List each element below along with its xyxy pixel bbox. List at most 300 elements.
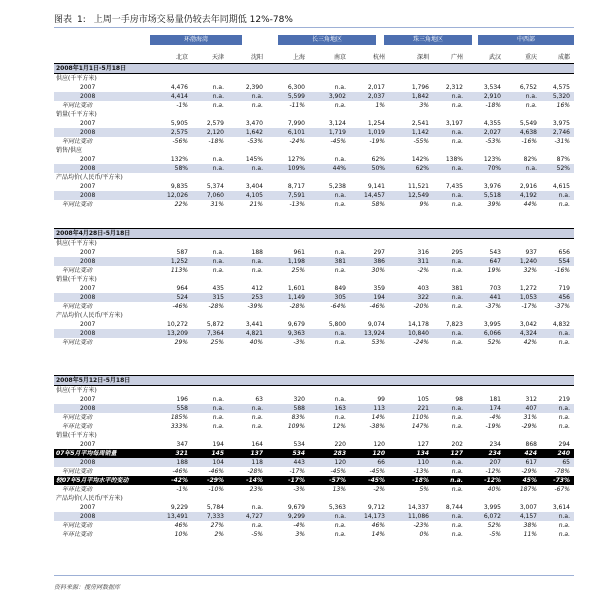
region-header-bohai: 环渤海湾 (150, 35, 242, 45)
cell-value: 31% (523, 414, 537, 421)
cell-value: 617 (525, 459, 537, 466)
cell-value: 359 (373, 285, 385, 292)
cell-value: 12,549 (408, 192, 429, 199)
cell-value: 127% (287, 156, 305, 163)
cell-value: 12,026 (167, 192, 188, 199)
cell-value: 46% (174, 522, 188, 529)
cell-value: 3,197 (445, 120, 463, 127)
cell-value: n.a. (251, 504, 263, 511)
cell-value: 321 (175, 450, 188, 457)
cell-value: 5,320 (552, 93, 570, 100)
cell-value: 8,744 (445, 504, 463, 511)
cell-value: 656 (558, 249, 570, 256)
cell-value: n.a. (251, 258, 263, 265)
region-header-pearl: 珠三角地区 (384, 35, 472, 45)
city-header: 深圳 (416, 54, 429, 61)
cell-value: n.a. (451, 405, 463, 412)
cell-value: -16% (554, 267, 570, 274)
cell-value: 961 (293, 249, 305, 256)
cell-value: 4,832 (552, 321, 570, 328)
cell-value: 2,910 (483, 93, 501, 100)
cell-value: -46% (208, 468, 224, 475)
block-header (54, 229, 574, 239)
cell-value: 3,441 (245, 321, 263, 328)
cell-value: 3,124 (328, 120, 346, 127)
cell-value: n.a. (212, 156, 224, 163)
cell-value: -16% (521, 138, 537, 145)
cell-value: 70% (487, 165, 501, 172)
cell-value: 40% (487, 486, 501, 493)
row-label: 产品均价(人民币/平方米) (56, 495, 123, 502)
cell-value: 4,324 (519, 330, 537, 337)
cell-value: 8,717 (287, 183, 305, 190)
cell-value: 7,823 (445, 321, 463, 328)
cell-value: -4% (489, 414, 501, 421)
cell-value: 145 (211, 450, 224, 457)
cell-value: 10,840 (408, 330, 429, 337)
cell-value: 23% (249, 486, 263, 493)
row-label: 年同比变动 (62, 201, 93, 208)
cell-value: -11% (289, 102, 305, 109)
cell-value: 13,209 (167, 330, 188, 337)
cell-value: -24% (413, 339, 429, 346)
cell-value: 4,821 (245, 330, 263, 337)
cell-value: 315 (212, 294, 224, 301)
city-header-row (54, 52, 574, 62)
cell-value: 42% (523, 339, 537, 346)
row-label: 销量(千平方米) (56, 276, 97, 283)
cell-value: 13,491 (167, 513, 188, 520)
block-ytd (54, 63, 574, 209)
cell-value: 87% (556, 156, 570, 163)
cell-value: -37% (485, 303, 501, 310)
cell-value: n.a. (334, 396, 346, 403)
cell-value: n.a. (212, 414, 224, 421)
cell-value: 14,178 (408, 321, 429, 328)
cell-value: n.a. (451, 414, 463, 421)
cell-value: 127 (417, 441, 429, 448)
cell-value: -31% (554, 138, 570, 145)
table-row (54, 458, 574, 467)
cell-value: 3,614 (552, 504, 570, 511)
cell-value: 147% (411, 423, 429, 430)
cell-value: 1,149 (287, 294, 305, 301)
table-row (54, 512, 574, 521)
cell-value: 5% (419, 486, 429, 493)
cell-value: n.a. (451, 192, 463, 199)
cell-value: 62% (371, 156, 385, 163)
cell-value: -3% (293, 486, 305, 493)
cell-value: -73% (553, 477, 570, 484)
cell-value: 2,312 (445, 84, 463, 91)
cell-value: 3,007 (519, 504, 537, 511)
cell-value: 196 (176, 396, 188, 403)
cell-value: 11,086 (408, 513, 429, 520)
cell-value: 964 (176, 285, 188, 292)
cell-value: 181 (489, 396, 501, 403)
section-label-row (54, 386, 574, 395)
cell-value: n.a. (558, 330, 570, 337)
cell-value: -18% (412, 477, 429, 484)
cell-value: n.a. (451, 531, 463, 538)
row-label: 07年5月平均每周销量 (56, 450, 117, 457)
cell-value: n.a. (525, 93, 537, 100)
row-label: 年同比变动 (62, 267, 93, 274)
cell-value: 29% (174, 339, 188, 346)
row-label: 2008 (80, 129, 96, 136)
cell-value: n.a. (451, 339, 463, 346)
row-label: 2007 (80, 441, 96, 448)
table-row (54, 293, 574, 302)
cell-value: 10,272 (167, 321, 188, 328)
cell-value: 5,238 (328, 183, 346, 190)
cell-value: n.a. (558, 339, 570, 346)
cell-value: 221 (417, 405, 429, 412)
cell-value: 7,435 (445, 183, 463, 190)
cell-value: 14,457 (364, 192, 385, 199)
cell-value: 253 (251, 294, 263, 301)
cell-value: 1,842 (411, 93, 429, 100)
highlight-row (54, 476, 574, 485)
cell-value: 9,141 (367, 183, 385, 190)
change-row (54, 413, 574, 422)
cell-value: n.a. (334, 201, 346, 208)
change-row (54, 530, 574, 539)
cell-value: 132% (170, 156, 188, 163)
section-label-row (54, 431, 574, 440)
cell-value: -46% (172, 468, 188, 475)
cell-value: 52% (487, 339, 501, 346)
cell-value: -13% (289, 201, 305, 208)
title-prefix: 图表 (54, 15, 73, 25)
cell-value: 185% (170, 414, 188, 421)
row-label: 供应(千平方米) (56, 75, 97, 82)
cell-value: n.a. (451, 267, 463, 274)
table-row (54, 440, 574, 449)
cell-value: 38% (523, 522, 537, 529)
cell-value: 305 (334, 294, 346, 301)
cell-value: 32% (523, 267, 537, 274)
cell-value: n.a. (451, 303, 463, 310)
cell-value: 220 (334, 441, 346, 448)
cell-value: -46% (172, 303, 188, 310)
cell-value: n.a. (334, 414, 346, 421)
row-label: 销售/供应 (56, 147, 83, 154)
cell-value: -64% (330, 303, 346, 310)
cell-value: 234 (489, 441, 501, 448)
cell-value: 194 (373, 294, 385, 301)
cell-value: 4,575 (552, 84, 570, 91)
cell-value: 3,902 (328, 93, 346, 100)
cell-value: 105 (417, 396, 429, 403)
cell-value: -23% (413, 522, 429, 529)
cell-value: 1% (375, 102, 385, 109)
chart-title (54, 12, 293, 25)
cell-value: n.a. (251, 414, 263, 421)
cell-value: 297 (373, 249, 385, 256)
cell-value: n.a. (558, 201, 570, 208)
table-row (54, 320, 574, 329)
cell-value: 4,157 (519, 513, 537, 520)
cell-value: 2,037 (367, 93, 385, 100)
cell-value: 386 (373, 258, 385, 265)
cell-value: 202 (451, 441, 463, 448)
title-text: 上周一手房市场交易量仍较去年同期低 12%-78% (93, 15, 293, 25)
cell-value: 2,916 (519, 183, 537, 190)
cell-value: n.a. (451, 258, 463, 265)
cell-value: 9,299 (287, 513, 305, 520)
highlight-row (54, 449, 574, 458)
cell-value: 109% (287, 165, 305, 172)
cell-value: -5% (251, 531, 263, 538)
cell-value: -57% (329, 477, 346, 484)
cell-value: -45% (368, 477, 385, 484)
cell-value: 424 (524, 450, 537, 457)
row-label: 年同比变动 (62, 522, 93, 529)
cell-value: 2,579 (206, 120, 224, 127)
cell-value: -45% (330, 138, 346, 145)
table-row (54, 155, 574, 164)
cell-value: 703 (489, 285, 501, 292)
cell-value: 381 (334, 258, 346, 265)
cell-value: n.a. (334, 102, 346, 109)
row-label: 销量(千平方米) (56, 432, 97, 439)
cell-value: 30% (371, 267, 385, 274)
row-label: 2008 (80, 93, 96, 100)
cell-value: n.a. (451, 93, 463, 100)
cell-value: -5% (489, 531, 501, 538)
cell-value: 5,518 (483, 192, 501, 199)
cell-value: n.a. (334, 531, 346, 538)
cell-value: 1,601 (287, 285, 305, 292)
cell-value: -13% (413, 468, 429, 475)
cell-value: 7,364 (206, 330, 224, 337)
row-label: 2008 (80, 459, 96, 466)
cell-value: -67% (554, 486, 570, 493)
cell-value: 1,642 (245, 129, 263, 136)
cell-value: 2,541 (411, 120, 429, 127)
row-label: 产品均价(人民币/平方米) (56, 312, 123, 319)
cell-value: 188 (176, 459, 188, 466)
cell-value: -1% (176, 102, 188, 109)
cell-value: 5,363 (328, 504, 346, 511)
cell-value: n.a. (451, 102, 463, 109)
cell-value: 39% (487, 201, 501, 208)
cell-value: 1,053 (519, 294, 537, 301)
change-row (54, 521, 574, 530)
cell-value: 6,066 (483, 330, 501, 337)
cell-value: n.a. (251, 267, 263, 274)
cell-value: 6,752 (519, 84, 537, 91)
cell-value: 5,872 (206, 321, 224, 328)
cell-value: 2,120 (206, 129, 224, 136)
cell-value: 194 (212, 441, 224, 448)
table-row (54, 128, 574, 137)
cell-value: 4,355 (483, 120, 501, 127)
cell-value: 9,074 (367, 321, 385, 328)
cell-value: -2% (373, 486, 385, 493)
cell-value: 6,072 (483, 513, 501, 520)
cell-value: 138% (445, 156, 463, 163)
cell-value: -19% (369, 138, 385, 145)
city-header: 杭州 (372, 54, 385, 61)
cell-value: 58% (371, 201, 385, 208)
table-row (54, 119, 574, 128)
cell-value: 12% (332, 423, 346, 430)
cell-value: -53% (247, 138, 263, 145)
cell-value: 137 (250, 450, 263, 457)
cell-value: 2,017 (367, 84, 385, 91)
cell-value: 312 (525, 396, 537, 403)
cell-value: n.a. (451, 165, 463, 172)
cell-value: -10% (208, 486, 224, 493)
table-row (54, 191, 574, 200)
cell-value: n.a. (212, 249, 224, 256)
cell-value: 163 (334, 405, 346, 412)
cell-value: 4,615 (552, 183, 570, 190)
cell-value: 5,905 (170, 120, 188, 127)
cell-value: n.a. (451, 138, 463, 145)
cell-value: 1,240 (519, 258, 537, 265)
cell-value: 25% (291, 267, 305, 274)
cell-value: 333% (170, 423, 188, 430)
cell-value: -56% (172, 138, 188, 145)
cell-value: 311 (417, 258, 429, 265)
table-row (54, 503, 574, 512)
cell-value: 134 (416, 450, 429, 457)
change-row (54, 422, 574, 431)
city-header: 武汉 (488, 54, 501, 61)
block-last-week (54, 375, 574, 539)
cell-value: 316 (417, 249, 429, 256)
cell-value: 27% (210, 522, 224, 529)
cell-value: 2,575 (170, 129, 188, 136)
cell-value: 9,835 (170, 183, 188, 190)
city-header: 沈阳 (250, 54, 263, 61)
cell-value: -18% (485, 102, 501, 109)
cell-value: 524 (176, 294, 188, 301)
cell-value: -17% (521, 303, 537, 310)
title-rule (54, 27, 574, 28)
row-label: 2008 (80, 258, 96, 265)
cell-value: 381 (451, 285, 463, 292)
cell-value: 3,404 (245, 183, 263, 190)
cell-value: -28% (247, 468, 263, 475)
cell-value: 6,300 (287, 84, 305, 91)
cell-value: 4,105 (245, 192, 263, 199)
cell-value: -3% (293, 339, 305, 346)
cell-value: n.a. (212, 93, 224, 100)
cell-value: n.a. (251, 93, 263, 100)
cell-value: 187% (519, 486, 537, 493)
cell-value: 118 (251, 459, 263, 466)
cell-value: -53% (485, 138, 501, 145)
cell-value: 44% (332, 165, 346, 172)
cell-value: 164 (251, 441, 263, 448)
cell-value: n.a. (212, 396, 224, 403)
cell-value: 403 (417, 285, 429, 292)
cell-value: 31% (210, 201, 224, 208)
table-row (54, 248, 574, 257)
table-row (54, 395, 574, 404)
row-label: 2008 (80, 192, 96, 199)
cell-value: 1,019 (367, 129, 385, 136)
cell-value: 554 (558, 258, 570, 265)
cell-value: n.a. (451, 294, 463, 301)
cell-value: 10% (174, 531, 188, 538)
row-label: 年同比变动 (62, 339, 93, 346)
cell-value: n.a. (212, 165, 224, 172)
cell-value: 4,192 (519, 192, 537, 199)
cell-value: n.a. (334, 339, 346, 346)
cell-value: n.a. (212, 102, 224, 109)
row-label: 2008 (80, 405, 96, 412)
cell-value: 104 (212, 459, 224, 466)
cell-value: -17% (288, 477, 305, 484)
cell-value: -1% (176, 486, 188, 493)
cell-value: 21% (249, 201, 263, 208)
cell-value: 558 (176, 405, 188, 412)
cell-value: n.a. (558, 513, 570, 520)
cell-value: 534 (292, 450, 305, 457)
cell-value: 25% (210, 339, 224, 346)
cell-value: 14,173 (364, 513, 385, 520)
cell-value: 456 (558, 294, 570, 301)
cell-value: 3,470 (245, 120, 263, 127)
period-label: 2008年5月12日-5月18日 (56, 377, 131, 384)
cell-value: -28% (289, 303, 305, 310)
change-row (54, 302, 574, 311)
cell-value: n.a. (525, 102, 537, 109)
cell-value: 234 (488, 450, 501, 457)
cell-value: 82% (523, 156, 537, 163)
cell-value: -18% (208, 138, 224, 145)
cell-value: 65 (562, 459, 570, 466)
cell-value: 2,390 (245, 84, 263, 91)
table-row (54, 92, 574, 101)
block-recent-3-weeks (54, 228, 574, 347)
cell-value: 109% (287, 423, 305, 430)
row-label: 2007 (80, 84, 96, 91)
cell-value: 6,101 (287, 129, 305, 136)
cell-value: n.a. (451, 423, 463, 430)
cell-value: 145% (245, 156, 263, 163)
cell-value: 347 (176, 441, 188, 448)
cell-value: 207 (489, 459, 501, 466)
cell-value: n.a. (334, 156, 346, 163)
cell-value: 45% (522, 477, 537, 484)
cell-value: n.a. (450, 477, 463, 484)
cell-value: 11% (523, 531, 537, 538)
cell-value: 3,995 (483, 321, 501, 328)
cell-value: -28% (208, 303, 224, 310)
cell-value: 1,252 (170, 258, 188, 265)
cell-value: 5,784 (206, 504, 224, 511)
cell-value: 2,027 (483, 129, 501, 136)
row-label: 年同比变动 (62, 303, 93, 310)
cell-value: n.a. (212, 258, 224, 265)
cell-value: 16% (556, 102, 570, 109)
cell-value: 534 (293, 441, 305, 448)
row-label: 年环比变动 (62, 423, 93, 430)
cell-value: n.a. (334, 249, 346, 256)
table-row (54, 257, 574, 266)
cell-value: 83% (291, 414, 305, 421)
cell-value: 58% (174, 165, 188, 172)
cell-value: 295 (451, 249, 463, 256)
cell-value: 142% (411, 156, 429, 163)
city-header: 广州 (450, 54, 463, 61)
